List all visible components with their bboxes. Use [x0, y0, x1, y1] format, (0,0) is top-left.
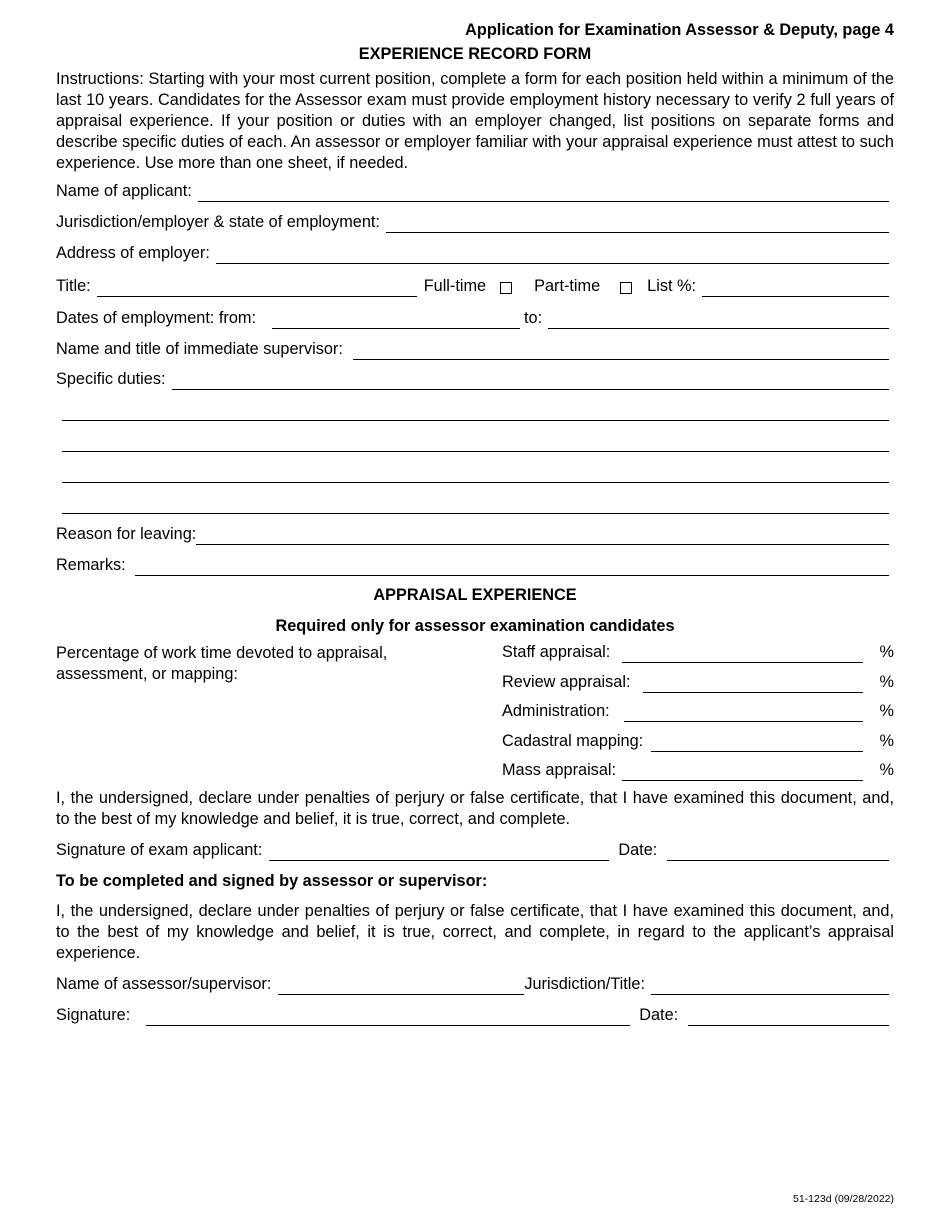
supervisor-label: Name and title of immediate supervisor:: [56, 340, 343, 358]
dates-to-label: to:: [523, 309, 543, 327]
part-time-label: Part-time: [534, 277, 601, 295]
jurisdiction-field[interactable]: [386, 217, 889, 233]
dates-from-field[interactable]: [272, 313, 520, 329]
pct-symbol: %: [879, 672, 894, 691]
assessor-date-label: Date:: [639, 1006, 679, 1025]
dates-row: [56, 297, 894, 329]
assessor-name-label: Name of assessor/supervisor:: [56, 975, 272, 994]
jurisdiction-title-field[interactable]: [651, 979, 889, 995]
duties-label: Specific duties:: [56, 370, 166, 388]
supervisor-row: [56, 329, 894, 360]
remarks-field[interactable]: [135, 560, 889, 576]
dates-from-label: Dates of employment: from:: [56, 309, 256, 327]
jurisdiction-title-label: Jurisdiction/Title:: [524, 975, 645, 994]
part-time-checkbox[interactable]: [620, 282, 632, 294]
duties-field-2[interactable]: [62, 405, 889, 421]
list-pct-label: List %:: [647, 277, 697, 295]
assessor-signature-row: [56, 995, 894, 1026]
dates-to-field[interactable]: [548, 313, 889, 329]
title-label: Title:: [56, 277, 91, 295]
duties-line-5: [56, 483, 894, 514]
assessor-signature-field[interactable]: [146, 1010, 630, 1026]
title-row: [56, 264, 894, 297]
applicant-date-label: Date:: [618, 841, 658, 860]
remarks-row: [56, 545, 894, 576]
pct-label-administration: Administration:: [502, 702, 610, 721]
pct-label-cadastral: Cadastral mapping:: [502, 731, 644, 750]
jurisdiction-row: [56, 202, 894, 233]
duties-row: [56, 360, 894, 390]
applicant-declaration: I, the undersigned, declare under penalties of perjury or false certificate, that I have examined this document, and, to the best of my knowledge and belief, it is true, correct, and complete.: [56, 789, 894, 829]
form-number: 51-123d (09/28/2022): [793, 1193, 894, 1205]
duties-field-4[interactable]: [62, 467, 889, 483]
pct-symbol: %: [879, 761, 894, 780]
pct-field-administration[interactable]: [624, 706, 863, 722]
assessor-name-row: [56, 964, 894, 995]
pct-label-mass: Mass appraisal:: [502, 761, 617, 780]
percentage-label: Percentage of work time devoted to appraisal, assessment, or mapping:: [56, 644, 388, 683]
pct-field-review[interactable]: [643, 677, 863, 693]
assessor-date-field[interactable]: [688, 1010, 889, 1026]
employer-address-row: [56, 233, 894, 264]
form-title: EXPERIENCE RECORD FORM: [358, 45, 592, 63]
duties-line-4: [56, 452, 894, 483]
applicant-signature-field[interactable]: [269, 845, 609, 861]
assessor-signature-label: Signature:: [56, 1006, 131, 1025]
pct-symbol: %: [879, 731, 894, 750]
reason-row: [56, 514, 894, 545]
pct-symbol: %: [879, 643, 894, 661]
applicant-signature-label: Signature of exam applicant:: [56, 841, 263, 860]
duties-field-3[interactable]: [62, 436, 889, 452]
pct-row-review: [502, 663, 894, 693]
pct-symbol: %: [879, 702, 894, 721]
pct-field-cadastral[interactable]: [651, 736, 863, 752]
instructions-text: Instructions: Starting with your most current position, complete a form for each position held within a minimum of the last 10 years. Candidates for the Assessor exam must provide employment history necessary to verify 2 full years of appraisal experience. If your position or duties with an employer changed, list positions on separate forms and describe specific duties of each. An assessor or employer familiar with your appraisal experience must attest to such experience. Use more than one sheet, if needed.: [56, 70, 894, 172]
pct-field-mass[interactable]: [622, 765, 863, 781]
percentage-list: [502, 643, 894, 781]
jurisdiction-label: Jurisdiction/employer & state of employment:: [56, 213, 380, 231]
pct-row-staff: [502, 643, 894, 663]
applicant-name-label: Name of applicant:: [56, 182, 192, 200]
title-field[interactable]: [97, 281, 417, 297]
pct-row-cadastral: [502, 722, 894, 752]
list-pct-field[interactable]: [702, 281, 889, 297]
supervisor-field[interactable]: [353, 344, 889, 360]
pct-row-mass: [502, 752, 894, 782]
form-page: [56, 20, 894, 1026]
pct-label-review: Review appraisal:: [502, 672, 631, 691]
full-time-label: Full-time: [423, 277, 487, 295]
pct-row-administration: [502, 693, 894, 723]
appraisal-subheading: Required only for assessor examination candidates: [275, 617, 675, 635]
full-time-checkbox[interactable]: [500, 282, 512, 294]
reason-label: Reason for leaving:: [56, 525, 197, 543]
pct-label-staff: Staff appraisal:: [502, 643, 611, 661]
applicant-name-row: [56, 174, 894, 202]
assessor-heading: To be completed and signed by assessor or supervisor:: [56, 872, 488, 891]
assessor-name-field[interactable]: [278, 979, 524, 995]
pct-field-staff[interactable]: [622, 647, 863, 663]
employer-address-field[interactable]: [216, 248, 889, 264]
applicant-signature-row: [56, 830, 894, 861]
appraisal-heading: APPRAISAL EXPERIENCE: [373, 586, 577, 604]
employer-address-label: Address of employer:: [56, 244, 210, 262]
duties-line-3: [56, 421, 894, 452]
duties-field-5[interactable]: [62, 498, 889, 514]
appraisal-section: [56, 643, 894, 781]
applicant-date-field[interactable]: [667, 845, 889, 861]
remarks-label: Remarks:: [56, 556, 126, 574]
assessor-declaration: I, the undersigned, declare under penalties of perjury or false certificate, that I have examined this document, and, to the best of my knowledge and belief, it is true, correct, and complete, in regard to the applicant’s appraisal experience.: [56, 902, 894, 963]
duties-field[interactable]: [172, 374, 889, 390]
page-header: Application for Examination Assessor & Deputy, page 4: [465, 21, 894, 39]
reason-field[interactable]: [196, 529, 889, 545]
applicant-name-field[interactable]: [198, 186, 889, 202]
duties-line-2: [56, 390, 894, 421]
